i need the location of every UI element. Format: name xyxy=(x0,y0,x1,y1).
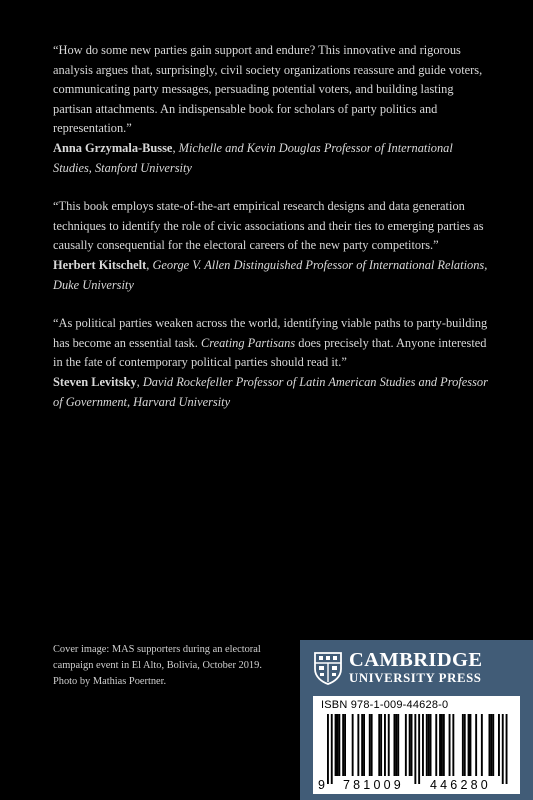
blurb-2 xyxy=(53,197,493,295)
barcode-bar xyxy=(380,714,382,776)
barcode-bar xyxy=(490,714,492,776)
barcode-bar xyxy=(384,714,386,776)
blurb-quote: “As political parties weaken across the world, identifying viable paths to party-building has become an essential task. Creating Partisans does precisely that. Anyone interested in the fate of contemporary political parties should read it.” xyxy=(53,316,488,370)
barcode-digit-group1: 781009 xyxy=(343,778,404,792)
blurb-author: Anna Grzymala-Busse xyxy=(53,140,173,155)
isbn-barcode xyxy=(313,696,520,794)
barcode-bar xyxy=(449,714,451,776)
blurb-affiliation: Michelle and Kevin Douglas Professor of International Studies, Stanford University xyxy=(53,140,453,175)
barcode-bar xyxy=(489,714,491,776)
barcode-bar xyxy=(426,714,428,776)
barcode-guard-bar xyxy=(414,714,416,784)
barcode-guard-bar xyxy=(327,714,329,784)
publisher-name-line2: UNIVERSITY PRESS xyxy=(349,671,482,685)
barcode-bar xyxy=(411,714,413,776)
publisher-name-line1: CAMBRIDGE xyxy=(349,649,483,671)
barcode-bar xyxy=(338,714,340,776)
book-title: Creating Partisans xyxy=(200,335,296,350)
barcode-bar xyxy=(435,714,437,776)
endorsements xyxy=(53,41,493,412)
barcode-bar xyxy=(397,714,399,776)
barcode-bar xyxy=(430,714,432,776)
barcode-bar xyxy=(352,714,354,776)
barcode-bar xyxy=(361,714,363,776)
barcode-bars xyxy=(313,714,520,784)
barcode-bar xyxy=(439,714,441,776)
barcode-bar xyxy=(363,714,365,776)
blurb-1 xyxy=(53,41,493,178)
barcode-bar xyxy=(369,714,371,776)
barcode-bar xyxy=(394,714,396,776)
barcode-bar xyxy=(468,714,470,776)
barcode-bar xyxy=(395,714,397,776)
publisher-name xyxy=(349,650,482,686)
publisher-panel xyxy=(300,640,533,800)
cambridge-crest-icon xyxy=(313,651,343,685)
barcode-bar xyxy=(441,714,443,776)
blurb-author: Steven Levitsky xyxy=(53,374,137,389)
blurb-author: Herbert Kitschelt xyxy=(53,257,147,272)
barcode-bar xyxy=(481,714,483,776)
barcode-bar xyxy=(443,714,445,776)
barcode-bar xyxy=(475,714,477,776)
barcode-bar xyxy=(342,714,344,776)
isbn-label: ISBN 978-1-009-44628-0 xyxy=(321,699,449,711)
barcode-bar xyxy=(344,714,346,776)
barcode-bar xyxy=(378,714,380,776)
barcode-bar xyxy=(409,714,411,776)
barcode-guard-bar xyxy=(502,714,504,784)
barcode-bar xyxy=(405,714,407,776)
barcode-bar xyxy=(335,714,337,776)
blurb-attribution: Anna Grzymala-Busse, Michelle and Kevin Douglas Professor of International Studies, Stanford University xyxy=(53,140,453,175)
barcode-bar xyxy=(462,714,464,776)
barcode-bar xyxy=(452,714,454,776)
barcode-bar xyxy=(470,714,472,776)
barcode-bar xyxy=(337,714,339,776)
blurb-attribution: Steven Levitsky, David Rockefeller Professor of Latin American Studies and Professor of Government, Harvard University xyxy=(53,374,488,409)
barcode-bar xyxy=(492,714,494,776)
barcode-bar xyxy=(498,714,500,776)
barcode-bar xyxy=(464,714,466,776)
barcode-guard-bar xyxy=(331,714,333,784)
blurb-affiliation: David Rockefeller Professor of Latin American Studies and Professor of Government, Harvard University xyxy=(53,374,488,409)
blurb-affiliation: George V. Allen Distinguished Professor of International Relations, Duke University xyxy=(53,257,488,292)
barcode-bar xyxy=(388,714,390,776)
barcode-digit-group2: 446280 xyxy=(430,778,491,792)
publisher-logo xyxy=(313,650,482,686)
blurb-attribution: Herbert Kitschelt, George V. Allen Distinguished Professor of International Relations, Duke University xyxy=(53,257,488,292)
blurb-quote: “How do some new parties gain support and endure? This innovative and rigorous analysis argues that, surprisingly, civil society organizations reassure and guide voters, communicating party messages, persuading potential voters, and building lasting partisan attachments. An indispensable book for scholars of party politics and representation.” xyxy=(53,43,483,136)
barcode-digit-lead: 9 xyxy=(318,778,325,792)
barcode-guard-bar xyxy=(418,714,420,784)
cover-image-credit: Cover image: MAS supporters during an electoral campaign event in El Alto, Bolivia, October 2019. Photo by Mathias Poertner. xyxy=(53,644,262,687)
blurb-3 xyxy=(53,314,493,412)
blurb-quote: “This book employs state-of-the-art empirical research designs and data generation techniques to identify the role of civic associations and their ties to emerging parties as causally consequential for the electoral careers of the new party competitors.” xyxy=(53,199,484,253)
barcode-guard-bar xyxy=(506,714,508,784)
barcode-bar xyxy=(422,714,424,776)
barcode-bar xyxy=(371,714,373,776)
barcode-bar xyxy=(428,714,430,776)
barcode-bar xyxy=(357,714,359,776)
